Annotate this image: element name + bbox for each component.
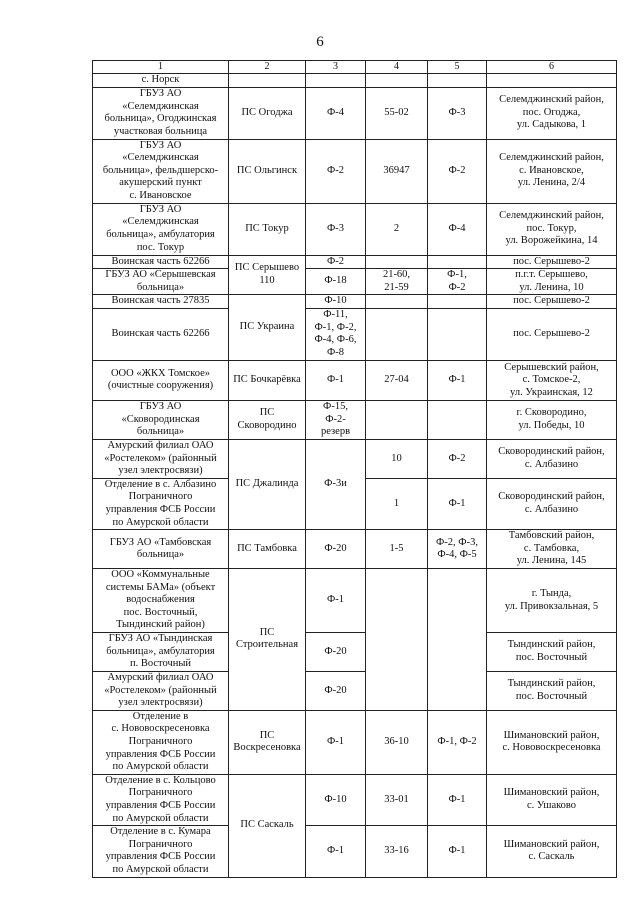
table-row — [93, 74, 617, 88]
cell-consumer: ГБУЗ АО «Селемджинская больница», Огоджинская участковая больница — [93, 87, 229, 139]
cell-address: пос. Серышево-2 — [487, 255, 617, 269]
cell-substation: ПС Сковородино — [229, 400, 306, 439]
cell-feeder-2: Ф-2 — [428, 139, 487, 203]
cell-consumer: Амурский филиал ОАО «Ростелеком» (районный узел электросвязи) — [93, 439, 229, 478]
col-header: 6 — [487, 61, 617, 74]
facilities-table — [92, 60, 617, 878]
cell-feeder-2: Ф-2 — [428, 439, 487, 478]
table-row — [93, 774, 617, 825]
cell-substation: ПС Серышево 110 — [229, 255, 306, 295]
cell-address: Серышевский район, с. Томское-2, ул. Украинская, 12 — [487, 360, 617, 400]
cell-address: Селемджинский район, с. Ивановское, ул. Ленина, 2/4 — [487, 139, 617, 203]
cell-consumer: ООО «Коммунальные системы БАМа» (объект водоснабжения пос. Восточный, Тындинский район) — [93, 569, 229, 633]
cell-substation: ПС Огоджа — [229, 87, 306, 139]
cell-feeder: Ф-20 — [306, 530, 366, 569]
cell-location: с. Норск — [93, 74, 229, 88]
table-row — [93, 530, 617, 569]
cell-consumer: Амурский филиал ОАО «Ростелеком» (районный узел электросвязи) — [93, 672, 229, 711]
page-number: 6 — [316, 34, 324, 50]
cell-feeder: Ф-1 — [306, 569, 366, 633]
cell-number: 1-5 — [366, 530, 428, 569]
cell-number: 33-16 — [366, 826, 428, 877]
table-row — [93, 203, 617, 255]
cell-number: 36-10 — [366, 710, 428, 774]
cell-feeder-2: Ф-4 — [428, 203, 487, 255]
cell-address: Шимановский район, с. Нововоскресеновка — [487, 710, 617, 774]
cell-feeder: Ф-3и — [306, 439, 366, 529]
cell-substation: ПС Строительная — [229, 569, 306, 711]
cell-address: Сковородинский район, с. Албазино — [487, 439, 617, 478]
table-row — [93, 710, 617, 774]
table-row — [93, 633, 617, 672]
cell-feeder-2: Ф-1, Ф-2 — [428, 710, 487, 774]
cell-feeder: Ф-10 — [306, 295, 366, 309]
cell-feeder-2: Ф-1 — [428, 826, 487, 877]
table-row — [93, 569, 617, 633]
cell-substation: ПС Джалинда — [229, 439, 306, 529]
table-row — [93, 439, 617, 478]
cell-address: Селемджинский район, пос. Огоджа, ул. Садыкова, 1 — [487, 87, 617, 139]
cell-feeder: Ф-2 — [306, 255, 366, 269]
cell-feeder-2: Ф-1 — [428, 774, 487, 825]
cell-feeder: Ф-1 — [306, 710, 366, 774]
table-row — [93, 672, 617, 711]
cell-consumer: ООО «ЖКХ Томское» (очистные сооружения) — [93, 360, 229, 400]
table-row — [93, 255, 617, 269]
cell-address: г. Сковородино, ул. Победы, 10 — [487, 400, 617, 439]
col-header: 1 — [93, 61, 229, 74]
cell-substation: ПС Ольгинск — [229, 139, 306, 203]
cell-consumer: ГБУЗ АО «Серышевская больница» — [93, 269, 229, 295]
cell-feeder: Ф-18 — [306, 269, 366, 295]
table-row — [93, 87, 617, 139]
cell-consumer: Воинская часть 62266 — [93, 255, 229, 269]
cell-number: 21-60, 21-59 — [366, 269, 428, 295]
table-row — [93, 269, 617, 295]
cell-consumer: Воинская часть 27835 — [93, 295, 229, 309]
cell-address: Шимановский район, с. Саскаль — [487, 826, 617, 877]
cell-feeder-2: Ф-1, Ф-2 — [428, 269, 487, 295]
cell-number: 2 — [366, 203, 428, 255]
cell-feeder-2: Ф-3 — [428, 87, 487, 139]
cell-consumer: ГБУЗ АО «Селемджинская больница», амбулатория пос. Токур — [93, 203, 229, 255]
cell-address: Тамбовский район, с. Тамбовка, ул. Ленина, 145 — [487, 530, 617, 569]
cell-feeder: Ф-1 — [306, 360, 366, 400]
table-row — [93, 400, 617, 439]
table-row — [93, 826, 617, 877]
cell-consumer: Отделение в с. Нововоскресеновка Пограничного управления ФСБ России по Амурской области — [93, 710, 229, 774]
cell-feeder: Ф-4 — [306, 87, 366, 139]
cell-substation: ПС Саскаль — [229, 774, 306, 877]
col-header: 2 — [229, 61, 306, 74]
cell-address: Шимановский район, с. Ушаково — [487, 774, 617, 825]
table-row — [93, 308, 617, 360]
cell-consumer: ГБУЗ АО «Сковородинская больница» — [93, 400, 229, 439]
table-row — [93, 139, 617, 203]
cell-address: Сковородинский район, с. Албазино — [487, 478, 617, 529]
cell-consumer: Отделение в с. Албазино Пограничного управления ФСБ России по Амурской области — [93, 478, 229, 529]
cell-number: 36947 — [366, 139, 428, 203]
cell-number: 27-04 — [366, 360, 428, 400]
col-header: 3 — [306, 61, 366, 74]
cell-address: Селемджинский район, пос. Токур, ул. Ворожейкина, 14 — [487, 203, 617, 255]
cell-feeder: Ф-2 — [306, 139, 366, 203]
cell-address: пос. Серышево-2 — [487, 295, 617, 309]
cell-address: пос. Серышево-2 — [487, 308, 617, 360]
cell-feeder: Ф-15, Ф-2- резерв — [306, 400, 366, 439]
cell-substation: ПС Токур — [229, 203, 306, 255]
cell-feeder: Ф-3 — [306, 203, 366, 255]
cell-substation: ПС Украина — [229, 295, 306, 361]
cell-feeder-2: Ф-2, Ф-3, Ф-4, Ф-5 — [428, 530, 487, 569]
cell-feeder: Ф-1 — [306, 826, 366, 877]
cell-address: Тындинский район, пос. Восточный — [487, 633, 617, 672]
cell-number: 33-01 — [366, 774, 428, 825]
cell-feeder-2: Ф-1 — [428, 360, 487, 400]
cell-consumer: Отделение в с. Кольцово Пограничного управления ФСБ России по Амурской области — [93, 774, 229, 825]
cell-number: 10 — [366, 439, 428, 478]
cell-number: 55-02 — [366, 87, 428, 139]
cell-substation: ПС Бочкарёвка — [229, 360, 306, 400]
cell-feeder: Ф-20 — [306, 672, 366, 711]
cell-consumer: ГБУЗ АО «Селемджинская больница», фельдшерско- акушерский пункт с. Ивановское — [93, 139, 229, 203]
cell-consumer: Отделение в с. Кумара Пограничного управления ФСБ России по Амурской области — [93, 826, 229, 877]
cell-consumer: Воинская часть 62266 — [93, 308, 229, 360]
table-row — [93, 295, 617, 309]
cell-number: 1 — [366, 478, 428, 529]
col-header: 4 — [366, 61, 428, 74]
cell-substation: ПС Тамбовка — [229, 530, 306, 569]
cell-consumer: ГБУЗ АО «Тындинская больница», амбулатория п. Восточный — [93, 633, 229, 672]
cell-feeder: Ф-11, Ф-1, Ф-2, Ф-4, Ф-6, Ф-8 — [306, 308, 366, 360]
cell-substation: ПС Воскресеновка — [229, 710, 306, 774]
cell-feeder-2: Ф-1 — [428, 478, 487, 529]
cell-feeder: Ф-10 — [306, 774, 366, 825]
col-header: 5 — [428, 61, 487, 74]
cell-consumer: ГБУЗ АО «Тамбовская больница» — [93, 530, 229, 569]
cell-address: Тындинский район, пос. Восточный — [487, 672, 617, 711]
cell-address: г. Тында, ул. Привокзальная, 5 — [487, 569, 617, 633]
cell-feeder: Ф-20 — [306, 633, 366, 672]
cell-address: п.г.т. Серышево, ул. Ленина, 10 — [487, 269, 617, 295]
table-header-row — [93, 61, 617, 74]
table-row — [93, 360, 617, 400]
